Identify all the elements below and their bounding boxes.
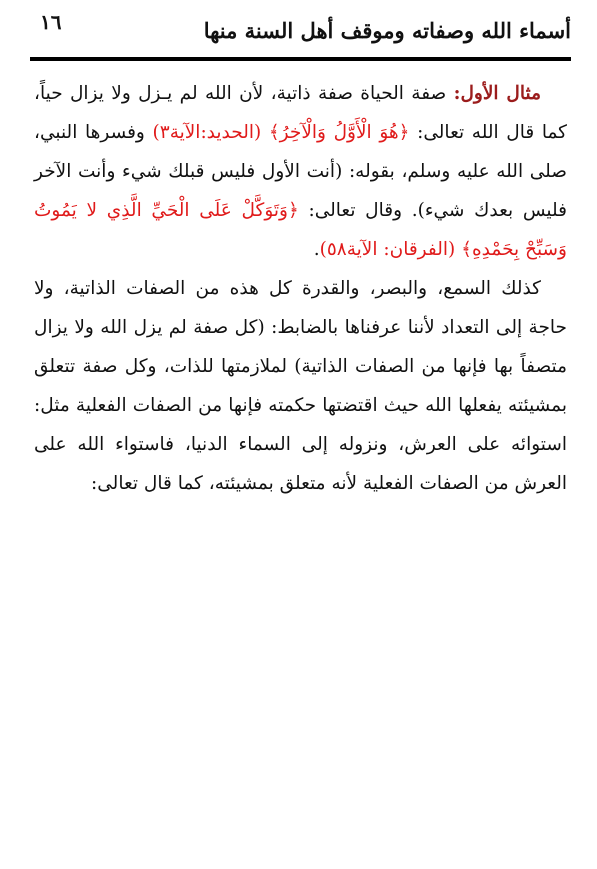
quran-verse: ﴿وَتَوَكَّلْ عَلَى الْحَيِّ الَّذِي لا يَمُوتُ وَسَبِّحْ بِحَمْدِهِ﴾ [34,200,567,260]
page-header [30,8,571,52]
verse-reference: (الحديد:الآية٣) [152,122,262,143]
paragraph-text: صفة الحياة صفة ذاتية، لأن الله لم يـزل ولا يزال حياً، كما قال الله تعالى: [34,83,567,143]
verse-reference: (الفرقان: الآية٥٨) [319,239,456,260]
page-number: ١٦ [40,10,62,34]
quran-verse: ﴿هُوَ الْأَوَّلُ وَالْآخِرُ﴾ [268,122,410,143]
paragraph-text: وفسرها النبي، صلى الله عليه وسلم، بقوله: (أنت الأول فليس قبلك شيء وأنت الآخر فليس بعدك شيء). وقال تعالى: [34,122,567,221]
book-title: أسماء الله وصفاته وموقف أهل السنة منها [203,18,571,43]
example-label: مثال الأول: [453,83,541,104]
sentence-end: . [313,239,320,260]
paragraph-attributes: كذلك السمع، والبصر، والقدرة كل هذه من الصفات الذاتية، ولا حاجة إلى التعداد لأننا عرفناها بالضابط: (كل صفة لم يزل الله ولا يزال متصفاً بها فإنها من الصفات الذاتية) لملازمتها للذات، وكل صفة تتعلق بمشيئته يفعلها الله حيث اقتضتها حكمته فإنها من الصفات الفعلية مثل: استوائه على العرش، ونزوله إلى السماء الدنيا، فاستواء الله على العرش من الصفات الفعلية لأنه متعلق بمشيئته، كما قال تعالى: [34,278,567,494]
header-rule [30,57,571,61]
paragraph-example-one [34,74,567,269]
body-text [34,74,567,503]
